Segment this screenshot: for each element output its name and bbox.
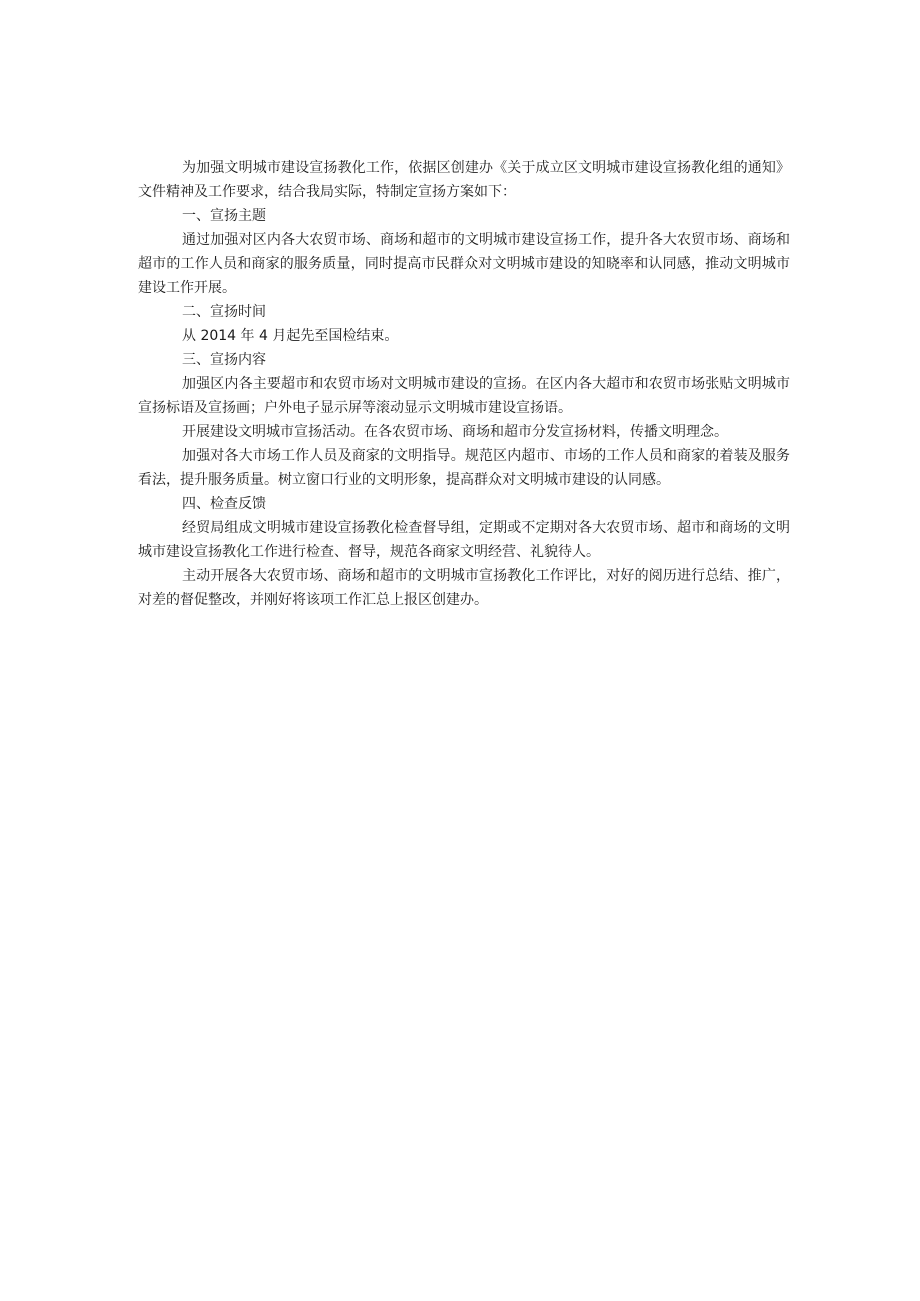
section-heading-time: 二、宣扬时间	[182, 304, 266, 320]
section-heading-content: 三、宣扬内容	[182, 352, 266, 368]
feedback-paragraph: 主动开展各大农贸市场、商场和超市的文明城市宣扬教化工作评比，对好的阅历进行总结、推广，对差的督促整改，并刚好将该项工作汇总上报区创建办。	[138, 568, 790, 608]
section-body-time: 从 2014 年 4 月起先至国检结束。	[182, 328, 399, 344]
section-body-theme: 通过加强对区内各大农贸市场、商场和超市的文明城市建设宣扬工作，提升各大农贸市场、商场和超市的工作人员和商家的服务质量，同时提高市民群众对文明城市建设的知晓率和认同感，推动文明城市建设工作开展。	[138, 232, 790, 296]
content-paragraph: 加强区内各主要超市和农贸市场对文明城市建设的宣扬。在区内各大超市和农贸市场张贴文明城市宣扬标语及宣扬画；户外电子显示屏等滚动显示文明城市建设宣扬语。	[138, 376, 790, 416]
document-body	[138, 156, 790, 612]
section-heading-theme: 一、宣扬主题	[182, 208, 266, 224]
intro-paragraph: 为加强文明城市建设宣扬教化工作，依据区创建办《关于成立区文明城市建设宣扬教化组的通知》文件精神及工作要求，结合我局实际，特制定宣扬方案如下：	[138, 160, 790, 200]
content-paragraph: 开展建设文明城市宣扬活动。在各农贸市场、商场和超市分发宣扬材料，传播文明理念。	[182, 424, 728, 440]
section-heading-feedback: 四、检查反馈	[182, 496, 266, 512]
feedback-paragraph: 经贸局组成文明城市建设宣扬教化检查督导组，定期或不定期对各大农贸市场、超市和商场的文明城市建设宣扬教化工作进行检查、督导，规范各商家文明经营、礼貌待人。	[138, 520, 790, 560]
content-paragraph: 加强对各大市场工作人员及商家的文明指导。规范区内超市、市场的工作人员和商家的着装及服务看法，提升服务质量。树立窗口行业的文明形象，提高群众对文明城市建设的认同感。	[138, 448, 790, 488]
